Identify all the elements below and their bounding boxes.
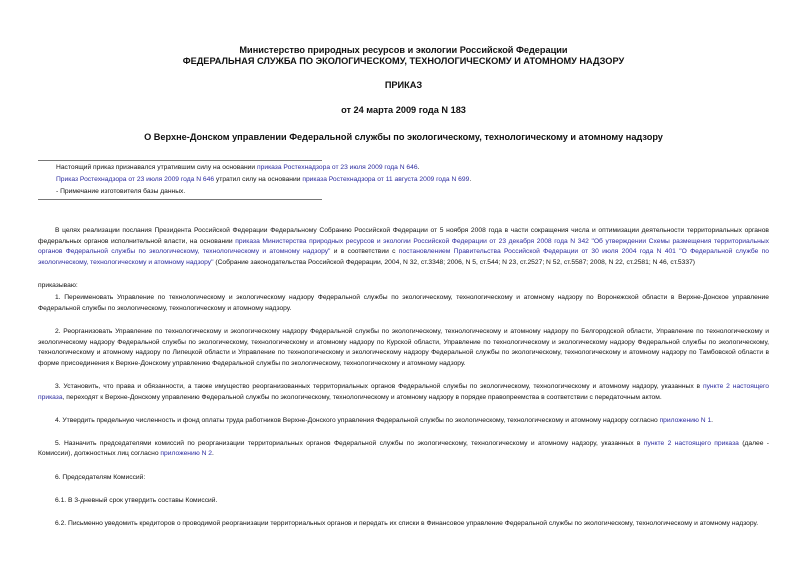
- note-text: утратил силу на основании: [214, 176, 303, 183]
- item-6-2: 6.2. Письменно уведомить кредиторов о проводимой реорганизации территориальных органов и передать их списки в Финансовое управление Федеральной службы по экологическому, технологическому и атомному надзору.: [55, 519, 759, 527]
- link-appendix-1[interactable]: приложению N 1: [659, 416, 712, 424]
- link-item-2[interactable]: пункте 2 настоящего приказа: [38, 383, 769, 401]
- item-6: 6. Председателям Комиссий:: [55, 473, 146, 481]
- text: и в соответствии с: [330, 248, 399, 256]
- text: .: [212, 450, 214, 458]
- item-4: [38, 416, 769, 427]
- prikazyvayu: приказываю:: [38, 281, 78, 289]
- text: В целях реализации послания Президента Российской Федерации Федеральному Собранию Российской Федерации от 5 ноября 2008 года в части сокращения числа и оптимизации деятельности территориальных органов федеральных органов исполнительной власти, на основании: [38, 227, 769, 245]
- text: , переходят к Верхне-Донскому управлению Федеральной службы по экологическому, технологическому и атомному надзору в порядке правопреемства в соответствии с передаточным актом.: [62, 393, 662, 401]
- text: 5. Назначить председателями комиссий по реорганизации территориальных органов Федеральной службы по экологическому, технологическому и атомному надзору, указанных в: [55, 439, 644, 447]
- item-2: 2. Реорганизовать Управление по технологическому и экологическому надзору Федеральной службы по экологическому, технологическому и атомному надзору по Белгородской области, Управление по технологическому и экологическому надзору Федеральной службы по экологическому, технологическому и атомному надзору по Курской области, Управление по технологическому и экологическому надзору Федеральной службы по экологическому, технологическому и атомному надзору по Липецкой области и Управление по технологическому и экологическому надзору Федеральной службы по экологическому, технологическому и атомному надзору по Тамбовской области в форме присоединения к Верхне-Донскому управлению Федеральной службы по экологическому, технологическому и атомному надзору.: [38, 328, 769, 367]
- document-type: ПРИКАЗ: [384, 80, 423, 90]
- note-line-1: [38, 163, 769, 173]
- item-3: [38, 382, 769, 403]
- note-link-order-699[interactable]: приказа Ростехнадзора от 11 августа 2009 года N 699: [302, 176, 470, 183]
- note-divider-bottom: [38, 199, 322, 200]
- ministry-name: Министерство природных ресурсов и экологии Российской Федерации: [239, 45, 568, 55]
- document-body: [38, 226, 769, 529]
- text: 4. Утвердить предельную численность и фонд оплаты труда работников Верхне-Донского управления Федеральной службы по экологическому, технологическому и атомному надзору согласно: [55, 416, 660, 424]
- link-resolution-401[interactable]: постановлением Правительства Российской Федерации от 30 июля 2004 года N 401 "О Федеральной службе по экологическому, технологическому и атомному надзору": [38, 248, 769, 266]
- item-6-1: 6.1. В 3-дневный срок утвердить составы Комиссий.: [55, 496, 218, 504]
- note-divider-top: [38, 160, 322, 161]
- intro-paragraph: [38, 226, 769, 268]
- note-link-order-646-alt[interactable]: Приказ Ростехнадзора от 23 июля 2009 года N 646: [56, 176, 215, 183]
- text: 3. Установить, что права и обязанности, а также имущество реорганизованных территориальных органов Федеральной службы по экологическому, технологическому и атомному надзору, указанных в: [55, 383, 703, 391]
- document-date: от 24 марта 2009 года N 183: [341, 105, 466, 115]
- document-subject: О Верхне-Донском управлении Федеральной службы по экологическому, технологическому и атомному надзору: [144, 132, 663, 142]
- item-1: 1. Переименовать Управление по технологическому и экологическому надзору Федеральной службы по экологическому, технологическому и атомному надзору по Воронежской области в Верхне-Донское управление Федеральной службы по экологическому, технологическому и атомному надзору.: [38, 294, 769, 313]
- link-item-2-b[interactable]: пункте 2 настоящего приказа: [643, 439, 739, 447]
- text: (Собрание законодательства Российской Федерации, 2004, N 32, ст.3348; 2006, N 5, ст.544; N 23, ст.2527; N 52, ст.5587; 2008, N 22, ст.2581; N 46, ст.5337): [213, 258, 696, 266]
- editorial-note: [38, 163, 769, 197]
- note-link-order-646[interactable]: приказа Ростехнадзора от 23 июля 2009 года N 646: [257, 164, 418, 171]
- note-text: Настоящий приказ признавался утратившим силу на основании: [56, 164, 257, 171]
- link-appendix-2[interactable]: приложению N 2: [160, 450, 213, 458]
- note-text: .: [417, 164, 420, 171]
- text: .: [711, 416, 714, 424]
- item-5: [38, 439, 769, 460]
- service-name: ФЕДЕРАЛЬНАЯ СЛУЖБА ПО ЭКОЛОГИЧЕСКОМУ, ТЕХНОЛОГИЧЕСКОМУ И АТОМНОМУ НАДЗОРУ: [182, 56, 625, 66]
- note-line-3: - Примечание изготовителя базы данных.: [56, 188, 186, 195]
- note-line-2: [38, 175, 769, 185]
- link-order-342[interactable]: приказа Министерства природных ресурсов и экологии Российской Федерации от 23 декабря 2008 года N 342 "Об утверждении Схемы размещения территориальных органов Федеральной службы по экологическому, технологическому и атомному надзору": [38, 237, 769, 256]
- text: (далее - Комиссии), должностных лиц согласно: [38, 439, 769, 458]
- note-text: .: [469, 176, 472, 183]
